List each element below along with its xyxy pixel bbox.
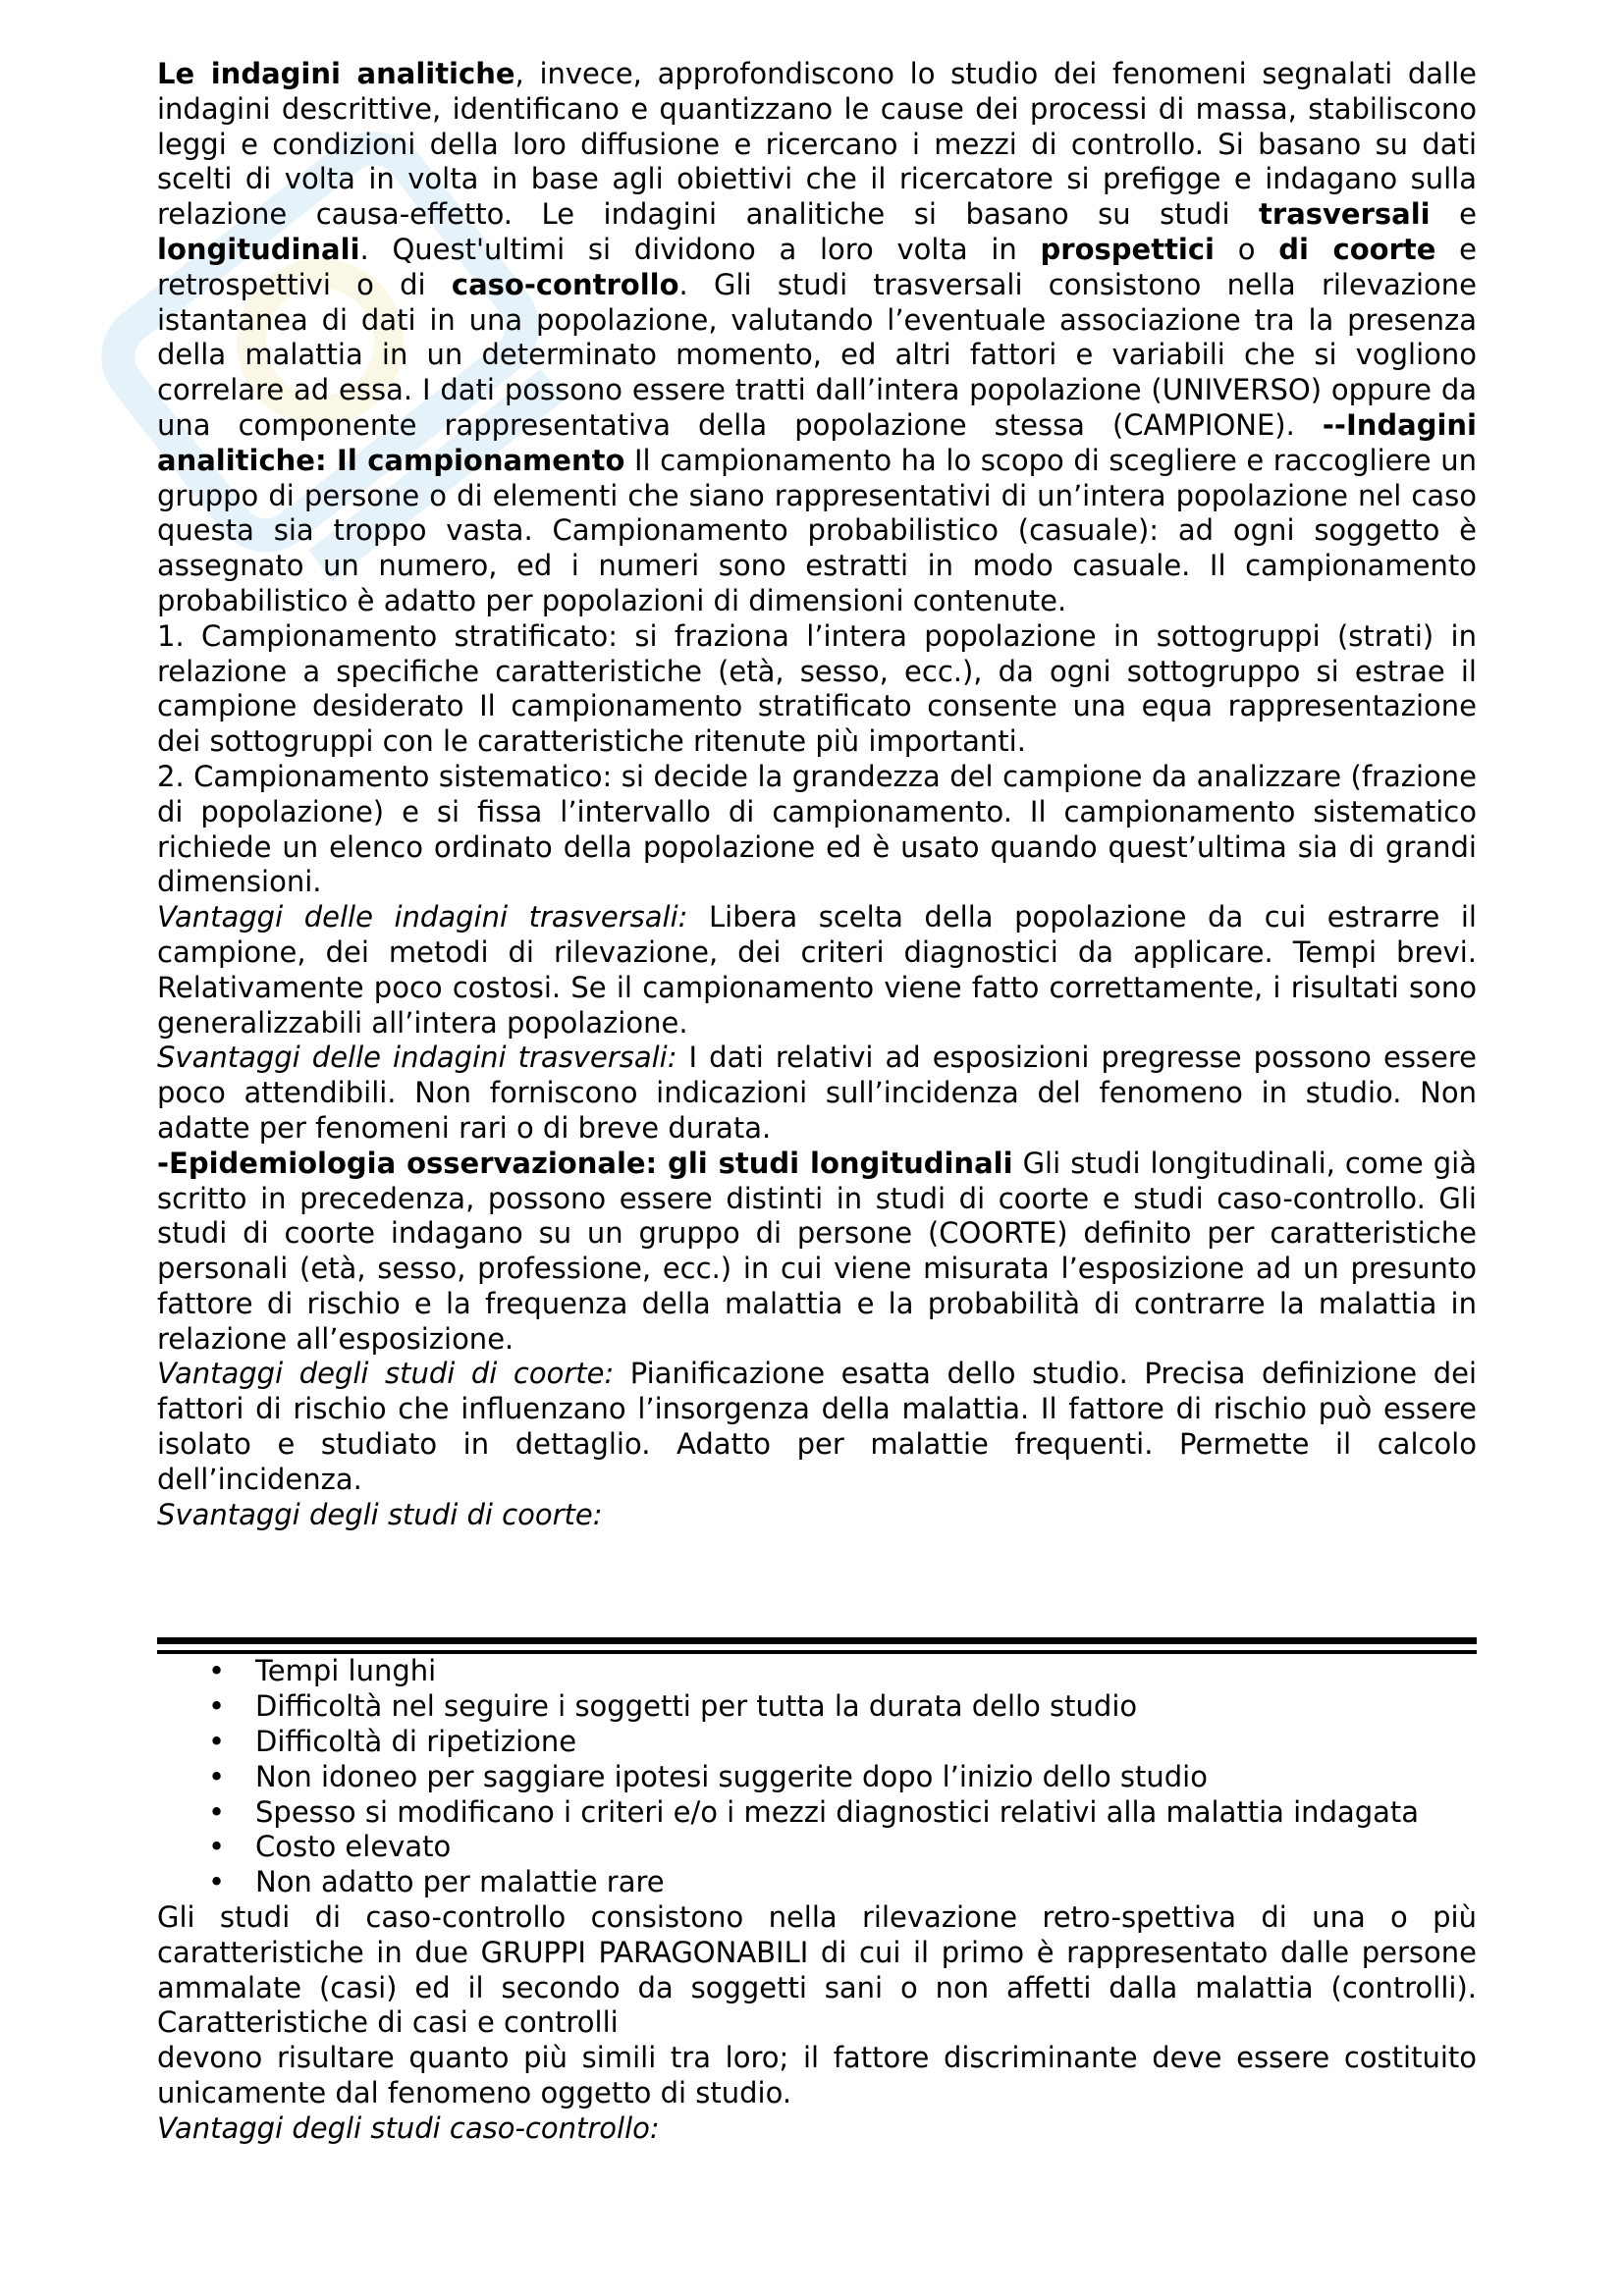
text-run: . Quest'ultimi si dividono a loro volta in — [359, 232, 1041, 266]
paragraph-vantaggi-trasversali — [157, 900, 1477, 1041]
text-run: Libera scelta della popolazione da cui estrarre il campione, dei metodi di rilevazione, dei criteri diagnostici da applicare. Tempi brevi. Relativamente poco costosi. Se il campionamento viene fatto correttamente, i risultati sono generalizzabili all’intera popolazione. — [157, 900, 1477, 1040]
text-run: e — [1430, 197, 1477, 232]
list-item-text: Difficoltà di ripetizione — [255, 1725, 577, 1759]
paragraph-studi-longitudinali — [157, 1147, 1477, 1358]
list-item-text: Difficoltà nel seguire i soggetti per tutta la durata dello studio — [255, 1689, 1138, 1724]
text-run: o — [1215, 232, 1279, 266]
list-item — [157, 1689, 1477, 1725]
bold-term: prospettici — [1040, 232, 1216, 266]
document-page — [157, 57, 1477, 2147]
list-item-text: Non idoneo per saggiare ipotesi suggerite dopo l’inizio dello studio — [255, 1759, 1208, 1793]
italic-heading: Svantaggi degli studi di coorte: — [157, 1497, 603, 1531]
italic-heading: Vantaggi degli studi di coorte: — [157, 1357, 615, 1391]
paragraph-campionamento-sistematico: 2. Campionamento sistematico: si decide la grandezza del campione da analizzare (frazione di popolazione) e si fissa l’intervallo di campionamento. Il campionamento sistematico richiede un elenco ordinato della popolazione ed è usato quando quest’ultima sia di grandi dimensioni. — [157, 759, 1477, 899]
bold-term: caso-controllo — [451, 267, 679, 301]
italic-heading: Svantaggi delle indagini trasversali: — [157, 1041, 677, 1075]
text-run: Il campionamento ha lo scopo di scegliere e raccogliere un gruppo di persone o di elementi che siano rappresentativi di un’intera popolazione nel caso questa sia troppo vasta. Campionamento probabilistico (casuale): ad ogni soggetto è assegnato un numero, ed i numeri sono estratti in modo casuale. Il campionamento probabilistico è adatto per popolazioni di dimensioni contenute. — [157, 443, 1477, 617]
list-item — [157, 1830, 1477, 1865]
text-run: e retrospettivi o di — [157, 232, 1477, 301]
bold-term: --Indagini analitiche: Il campionamento — [157, 407, 1477, 477]
text-run: Gli studi longitudinali, come già scritto in precedenza, possono essere distinti in studi di coorte e studi caso-controllo. Gli studi di coorte indagano su un gruppo di persone (COORTE) definito per caratteristiche personali (età, sesso, professione, ecc.) in cui viene misurata l’esposizione ad un presunto fattore di rischio e la frequenza della malattia e la probabilità di contrarre la malattia in relazione all’esposizione. — [157, 1146, 1477, 1356]
text-run: Pianificazione esatta dello studio. Precisa definizione dei fattori di rischio che influenzano l’insorgenza della malattia. Il fattore di rischio può essere isolato e studiato in dettaglio. Adatto per malattie frequenti. Permette il calcolo dell’incidenza. — [157, 1357, 1477, 1496]
bullet-icon: • — [208, 1654, 226, 1688]
paragraph-campionamento-stratificato: 1. Campionamento stratificato: si fraziona l’intera popolazione in sottogruppi (strati) in relazione a specifiche caratteristiche (età, sesso, ecc.), da ogni sottogruppo si estrae il campione desiderato Il campionamento stratificato consente una equa rappresentazione dei sottogruppi con le caratteristiche ritenute più importanti. — [157, 618, 1477, 759]
list-item-text: Non adatto per malattie rare — [255, 1865, 665, 1899]
text-run: , invece, approfondiscono lo studio dei fenomeni segnalati dalle indagini descrittive, identificano e quantizzano le cause dei processi di massa, stabiliscono leggi e condizioni della loro diffusione e ricercano i mezzi di controllo. Si basano su dati scelti di volta in volta in base agli obiettivi che il ricercatore si prefigge e indagano sulla relazione causa-effetto. Le indagini analitiche si basano su studi — [157, 57, 1477, 232]
horizontal-rule-thick — [157, 1637, 1477, 1644]
list-item — [157, 1760, 1477, 1795]
list-item — [157, 1865, 1477, 1900]
bold-term: di coorte — [1278, 232, 1436, 266]
paragraph-vantaggi-coorte — [157, 1357, 1477, 1497]
list-item-text: Costo elevato — [255, 1830, 452, 1864]
bold-term: -Epidemiologia osservazionale: gli studi longitudinali — [157, 1146, 1013, 1180]
bullet-icon: • — [208, 1725, 226, 1759]
italic-heading: Vantaggi degli studi caso-controllo: — [157, 2110, 660, 2145]
bullet-icon: • — [208, 1830, 226, 1864]
bold-term: Le indagini analitiche — [157, 57, 515, 90]
bold-term: trasversali — [1259, 197, 1431, 232]
list-item — [157, 1725, 1477, 1760]
bullet-icon: • — [208, 1865, 226, 1899]
paragraph-svantaggi-trasversali — [157, 1041, 1477, 1146]
list-item — [157, 1654, 1477, 1689]
list-item-text: Spesso si modificano i criteri e/o i mezzi diagnostici relativi alla malattia indagata — [255, 1794, 1420, 1829]
bullet-icon: • — [208, 1689, 226, 1724]
bullet-icon: • — [208, 1759, 226, 1793]
svantaggi-list — [157, 1654, 1477, 1900]
spacer — [157, 1532, 1477, 1637]
paragraph-caso-controllo: Gli studi di caso-controllo consistono nella rilevazione retro-spettiva di una o più caratteristiche in due GRUPPI PARAGONABILI di cui il primo è rappresentato dalle persone ammalate (casi) ed il secondo da soggetti sani o non affetti dalla malattia (controlli). Caratteristiche di casi e controlli — [157, 1900, 1477, 2040]
list-item — [157, 1795, 1477, 1831]
paragraph-caso-controllo-cont: devono risultare quanto più simili tra loro; il fattore discriminante deve essere costituito unicamente dal fenomeno oggetto di studio. — [157, 2041, 1477, 2110]
text-run: . Gli studi trasversali consistono nella rilevazione istantanea di dati in una popolazione, valutando l’eventuale associazione tra la presenza della malattia in un determinato momento, ed altri fattori e variabili che si vogliono correlare ad essa. I dati possono essere tratti dall’intera popolazione (UNIVERSO) oppure da una componente rappresentativa della popolazione stessa (CAMPIONE). — [157, 267, 1477, 442]
paragraph-indagini-analitiche — [157, 57, 1477, 619]
bullet-icon: • — [208, 1794, 226, 1829]
paragraph-vantaggi-caso-controllo-heading — [157, 2111, 1477, 2147]
paragraph-svantaggi-coorte-heading — [157, 1498, 1477, 1533]
text-run: I dati relativi ad esposizioni pregresse possono essere poco attendibili. Non forniscono indicazioni sull’incidenza del fenomeno in studio. Non adatte per fenomeni rari o di breve durata. — [157, 1041, 1478, 1145]
bold-term: longitudinali — [157, 232, 360, 266]
list-item-text: Tempi lunghi — [255, 1654, 437, 1688]
italic-heading: Vantaggi delle indagini trasversali: — [157, 900, 688, 934]
